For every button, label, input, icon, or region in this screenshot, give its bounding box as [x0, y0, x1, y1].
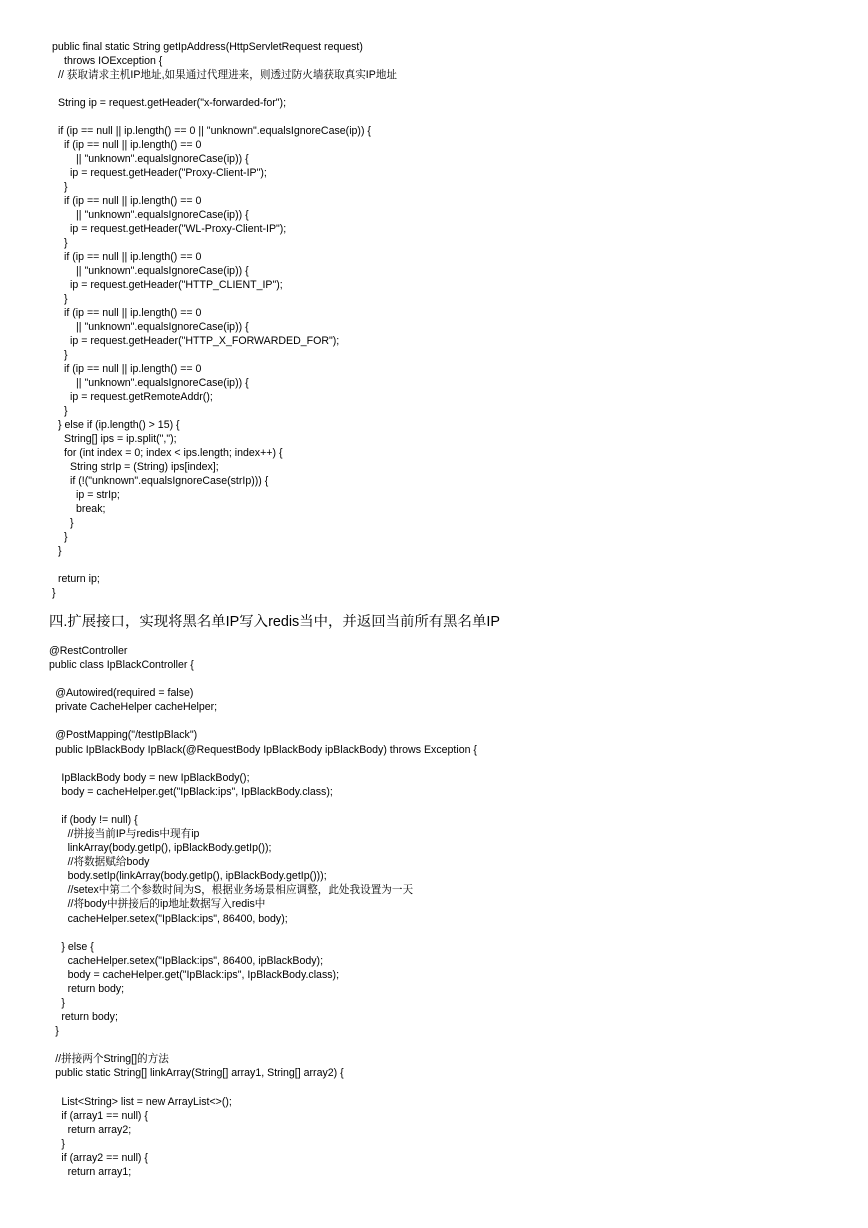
- code-line: if (array1 == null) {: [61, 1109, 148, 1122]
- code-line: ip = request.getHeader("HTTP_CLIENT_IP");: [70, 279, 283, 291]
- code-line: } else if (ip.length() > 15) {: [58, 419, 180, 431]
- code-line: IpBlackBody body = new IpBlackBody();: [61, 771, 250, 784]
- code-line: if (array2 == null) {: [61, 1151, 148, 1164]
- code-line: || "unknown".equalsIgnoreCase(ip)) {: [76, 321, 249, 333]
- code-line: }: [61, 1137, 65, 1150]
- code-line: || "unknown".equalsIgnoreCase(ip)) {: [76, 377, 249, 389]
- code-line: break;: [76, 503, 106, 515]
- code-line: }: [55, 1025, 59, 1038]
- code-line: }: [64, 531, 68, 543]
- code-line: public IpBlackBody IpBlack(@RequestBody IpBlackBody ipBlackBody) throws Exception {: [55, 743, 477, 756]
- code-line: cacheHelper.setex("IpBlack:ips", 86400, body);: [67, 912, 288, 925]
- code-line: if (ip == null || ip.length() == 0: [64, 195, 202, 207]
- code-line: }: [64, 293, 68, 305]
- code-line: private CacheHelper cacheHelper;: [55, 701, 218, 714]
- code-line: } else {: [61, 940, 94, 953]
- code-line: return array2;: [67, 1123, 132, 1136]
- code-line: || "unknown".equalsIgnoreCase(ip)) {: [76, 153, 249, 165]
- code-line: ip = request.getHeader("HTTP_X_FORWARDED_FOR");: [70, 335, 340, 347]
- code-line: linkArray(body.getIp(), ipBlackBody.getIp());: [67, 842, 272, 855]
- code-line: }: [64, 237, 68, 249]
- code-line: if (ip == null || ip.length() == 0: [64, 139, 202, 151]
- code-line: public class IpBlackController {: [49, 659, 194, 672]
- code-line: }: [64, 405, 68, 417]
- code-line: }: [64, 349, 68, 361]
- code-line: body = cacheHelper.get("IpBlack:ips", IpBlackBody.class);: [61, 785, 333, 798]
- code-line: //拼接两个String[]的方法: [55, 1053, 169, 1066]
- code-line: }: [70, 517, 74, 529]
- code-line: || "unknown".equalsIgnoreCase(ip)) {: [76, 209, 249, 221]
- code-line: @PostMapping("/testIpBlack"): [55, 729, 198, 742]
- code-line: String strIp = (String) ips[index];: [70, 461, 219, 473]
- code-line: if (ip == null || ip.length() == 0: [64, 363, 202, 375]
- code-line: body.setIp(linkArray(body.getIp(), ipBlackBody.getIp()));: [67, 870, 327, 883]
- code-line: public final static String getIpAddress(HttpServletRequest request): [52, 41, 363, 53]
- code-line: }: [52, 587, 56, 599]
- code-line: if (ip == null || ip.length() == 0: [64, 307, 202, 319]
- code-line: //将数据赋给body: [67, 856, 150, 869]
- code-line: for (int index = 0; index < ips.length; index++) {: [64, 447, 283, 459]
- code-line: throws IOException {: [64, 55, 163, 67]
- code-line: // 获取请求主机IP地址,如果通过代理进来，则透过防火墙获取真实IP地址: [58, 69, 398, 81]
- code-line: return body;: [67, 982, 125, 995]
- code-line: }: [58, 545, 62, 557]
- code-line: return array1;: [67, 1165, 132, 1178]
- code-line: }: [61, 997, 65, 1009]
- code-line: if (!("unknown".equalsIgnoreCase(strIp))) {: [70, 475, 269, 487]
- code-line: || "unknown".equalsIgnoreCase(ip)) {: [76, 265, 249, 277]
- code-line: if (ip == null || ip.length() == 0 || "unknown".equalsIgnoreCase(ip)) {: [58, 125, 371, 137]
- code-line: cacheHelper.setex("IpBlack:ips", 86400, ipBlackBody);: [67, 954, 324, 967]
- code-line: List<String> list = new ArrayList<>();: [61, 1095, 232, 1108]
- code-line: ip = strIp;: [76, 489, 120, 501]
- code-line: //拼接当前IP与redis中现有ip: [67, 828, 200, 841]
- code-line: String[] ips = ip.split(",");: [64, 433, 177, 445]
- code-line: if (ip == null || ip.length() == 0: [64, 251, 202, 263]
- code-line: String ip = request.getHeader("x-forwarded-for");: [58, 97, 287, 109]
- code-line: return body;: [61, 1011, 118, 1024]
- code-line: //setex中第二个参数时间为S，根据业务场景相应调整，此处我设置为一天: [67, 884, 414, 897]
- code-line: @Autowired(required = false): [55, 687, 194, 700]
- code-line: ip = request.getHeader("WL-Proxy-Client-IP");: [70, 223, 287, 235]
- code-line: if (body != null) {: [61, 813, 138, 826]
- code-line: //将body中拼接后的ip地址数据写入redis中: [67, 898, 266, 911]
- code-line: public static String[] linkArray(String[] array1, String[] array2) {: [55, 1067, 344, 1080]
- code-line: ip = request.getHeader("Proxy-Client-IP");: [70, 167, 267, 179]
- code-line: ip = request.getRemoteAddr();: [70, 391, 213, 403]
- code-line: body = cacheHelper.get("IpBlack:ips", IpBlackBody.class);: [67, 968, 340, 981]
- code-line: @RestController: [49, 645, 128, 657]
- section-heading: 四.扩展接口，实现将黑名单IP写入redis当中，并返回当前所有黑名单IP: [49, 614, 500, 630]
- code-line: }: [64, 181, 68, 193]
- code-line: return ip;: [58, 573, 100, 585]
